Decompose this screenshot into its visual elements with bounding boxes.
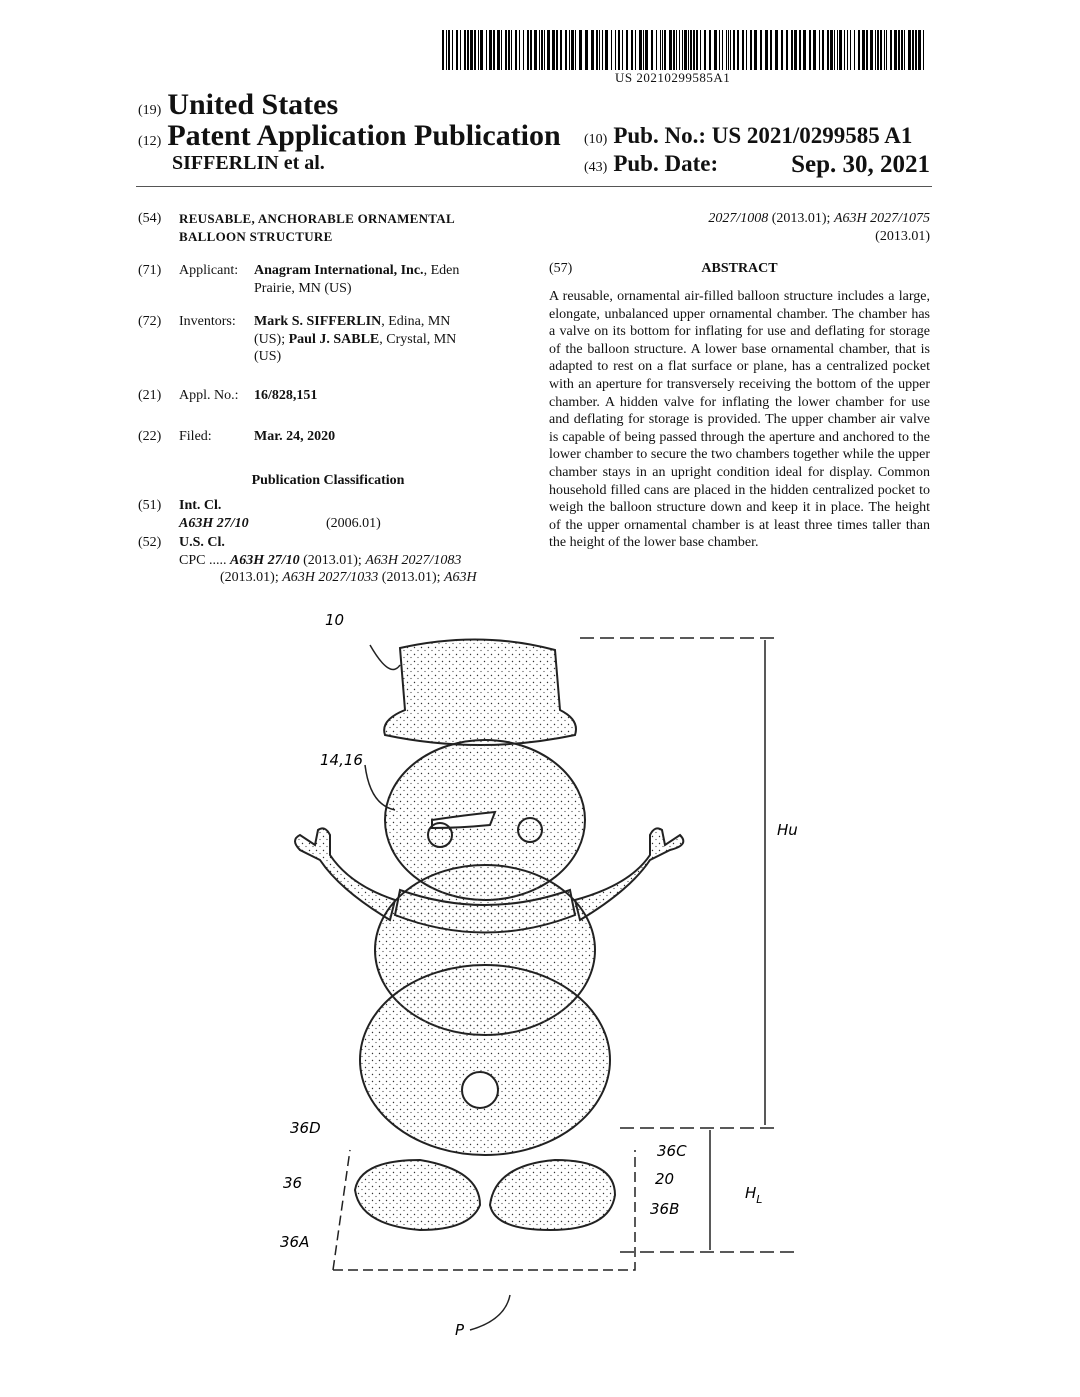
barcode-bar: [452, 30, 453, 70]
barcode-bar: [662, 30, 663, 70]
barcode-bar: [819, 30, 820, 70]
country: United States: [167, 88, 339, 121]
barcode-bar: [866, 30, 868, 70]
base-left-chamber: [355, 1160, 480, 1230]
appl-label: Appl. No.:: [179, 388, 239, 403]
cpc-cont-class-2: A63H 2027/1075: [833, 211, 930, 226]
filed-date: Mar. 24, 2020: [254, 429, 336, 444]
pub-no-code: (10): [584, 132, 608, 147]
barcode-bar: [733, 30, 735, 70]
leader-10: [370, 645, 400, 670]
barcode-bar: [844, 30, 845, 70]
barcode-bar: [544, 30, 545, 70]
barcode-bar: [791, 30, 793, 70]
barcode-bar: [673, 30, 675, 70]
barcode-bar: [523, 30, 524, 70]
barcode-bar: [858, 30, 860, 70]
barcode-number: US 20210299585A1: [615, 70, 731, 85]
barcode-bar: [912, 30, 914, 70]
abstract-code: (57): [549, 261, 573, 276]
barcode-bar: [827, 30, 829, 70]
barcode-bar: [656, 30, 657, 70]
applicant-code: (71): [138, 263, 162, 278]
pub-no-label: Pub. No.:: [613, 123, 706, 148]
appl-code: (21): [138, 388, 162, 403]
barcode-bar: [690, 30, 692, 70]
barcode-bar: [575, 30, 576, 70]
barcode-bar: [884, 30, 885, 70]
inventors-value: [254, 313, 524, 366]
barcode-bar: [750, 30, 752, 70]
barcode-bar: [839, 30, 842, 70]
classification-heading: Publication Classification: [251, 473, 405, 488]
barcode-bar: [875, 30, 876, 70]
barcode-bar: [591, 30, 594, 70]
barcode-bar: [651, 30, 653, 70]
applicant-loc: , Eden: [423, 263, 460, 278]
barcode-bar: [527, 30, 529, 70]
barcode-bar: [886, 30, 887, 70]
barcode-bar: [560, 30, 562, 70]
hat: [384, 639, 576, 745]
right-arm: [575, 828, 683, 920]
label-14-16: 14,16: [320, 751, 363, 769]
barcode-bar: [639, 30, 642, 70]
barcode-bar: [786, 30, 788, 70]
title: [179, 210, 519, 245]
barcode-bar: [515, 30, 517, 70]
barcode-bar: [448, 30, 450, 70]
label-hl: [745, 1184, 762, 1206]
barcode-bar: [684, 30, 687, 70]
barcode-bar: [901, 30, 903, 70]
applicant-loc-2: Prairie, MN (US): [254, 280, 352, 296]
barcode-bar: [676, 30, 677, 70]
barcode-bar: [709, 30, 711, 70]
barcode-bar: [508, 30, 510, 70]
intcl-year: (2006.01): [326, 515, 381, 531]
pub-date: [584, 151, 930, 179]
cpc-year-1: (2013.01);: [303, 552, 362, 568]
barcode-bar: [596, 30, 598, 70]
inventor-1-loc: , Edina, MN: [381, 314, 451, 329]
cpc-cont-class-1: 2027/1008: [708, 211, 769, 226]
cpc-prefix: CPC .....: [179, 552, 227, 568]
barcode-bar: [688, 30, 689, 70]
inventor-2-country: (US): [254, 349, 282, 364]
barcode-bar: [505, 30, 507, 70]
cpc-class-3: A63H 2027/1033: [282, 570, 379, 585]
lower-body: [360, 965, 610, 1155]
barcode-bar: [760, 30, 762, 70]
barcode-bar: [464, 30, 466, 70]
title-line-2: BALLOON STRUCTURE: [179, 228, 333, 244]
abstract-header: [549, 261, 930, 277]
snowman-balloon-drawing: [0, 590, 1080, 1350]
barcode-bar: [830, 30, 833, 70]
barcode-bar: [467, 30, 469, 70]
intcl-code: (51): [138, 498, 162, 513]
abstract-heading: ABSTRACT: [701, 261, 778, 276]
barcode-bar: [541, 30, 543, 70]
cpc-class-2: A63H 2027/1083: [365, 552, 462, 568]
barcode-bar: [556, 30, 558, 70]
barcode-bar: [605, 30, 608, 70]
barcode-bar: [719, 30, 720, 70]
pub-date-code: (43): [584, 160, 608, 175]
barcode-bar: [446, 30, 447, 70]
intcl-class: A63H 27/10: [179, 515, 249, 531]
barcode-bar: [847, 30, 848, 70]
barcode-bar: [585, 30, 588, 70]
barcode-bar: [615, 30, 616, 70]
inventor-2: Paul J. SABLE: [288, 331, 380, 347]
barcode-bar: [442, 30, 444, 70]
barcode-bar: [822, 30, 824, 70]
barcode-bar: [737, 30, 739, 70]
button: [462, 1072, 498, 1108]
barcode-bar: [660, 30, 661, 70]
barcode-bar: [569, 30, 570, 70]
barcode-bar: [534, 30, 537, 70]
label-36d: 36D: [290, 1119, 321, 1137]
barcode-bar: [539, 30, 540, 70]
label-20: 20: [655, 1170, 675, 1188]
barcode-bar: [474, 30, 476, 70]
country-code: (19): [138, 103, 162, 118]
leader-p: [470, 1295, 510, 1330]
barcode-bar: [918, 30, 921, 70]
label-10: 10: [325, 611, 345, 629]
barcode-bar: [746, 30, 747, 70]
inventor-1-country: (US);: [254, 331, 286, 347]
barcode-bar: [486, 30, 487, 70]
barcode-bar: [877, 30, 879, 70]
barcode-bar: [726, 30, 727, 70]
barcode-bar: [813, 30, 816, 70]
inventor-1: Mark S. SIFFERLIN: [254, 314, 382, 329]
uscl-label: U.S. Cl.: [179, 535, 225, 550]
barcode-bar: [519, 30, 520, 70]
barcode-bar: [803, 30, 806, 70]
barcode-bar: [728, 30, 729, 70]
barcode-bar: [511, 30, 512, 70]
barcode-bar: [809, 30, 811, 70]
barcode-bar: [679, 30, 680, 70]
barcode-bar: [552, 30, 555, 70]
cpc-year-2: (2013.01);: [220, 570, 279, 585]
barcode-bar: [682, 30, 683, 70]
pub-no-value: US 2021/0299585 A1: [711, 123, 913, 148]
barcode-bar: [497, 30, 500, 70]
barcode-bar: [704, 30, 706, 70]
barcode-bar: [501, 30, 502, 70]
cpc-year-3: (2013.01);: [381, 570, 441, 585]
snowman-figure: [295, 639, 683, 1230]
label-36a: 36A: [280, 1233, 310, 1251]
barcode-bar: [493, 30, 495, 70]
pub-date-label: Pub. Date:: [613, 151, 719, 176]
barcode-bar: [470, 30, 473, 70]
cpc-cont-year-2: (2013.01): [875, 228, 930, 244]
title-line-1: REUSABLE, ANCHORABLE ORNAMENTAL: [179, 211, 455, 226]
title-code: (54): [138, 211, 162, 226]
barcode-bar: [579, 30, 582, 70]
applicant-label: Applicant:: [179, 263, 239, 278]
label-p: P: [455, 1321, 465, 1339]
barcode-bar: [834, 30, 835, 70]
barcode-bar: [894, 30, 897, 70]
barcode-bar: [480, 30, 483, 70]
barcode-bar: [626, 30, 628, 70]
barcode-bar: [850, 30, 851, 70]
authors: SIFFERLIN et al.: [172, 152, 325, 174]
country-heading: [138, 88, 338, 122]
label-hu: Hu: [777, 821, 798, 839]
cpc-class-1: A63H 27/10: [229, 552, 300, 568]
barcode-bar: [870, 30, 873, 70]
label-36: 36: [283, 1174, 303, 1192]
label-36b: 36B: [650, 1200, 680, 1218]
label-hl-sub: L: [756, 1193, 763, 1206]
type: Patent Application Publication: [167, 119, 561, 152]
barcode-bar: [565, 30, 567, 70]
barcode-bar: [742, 30, 744, 70]
barcode-bar: [489, 30, 492, 70]
barcode-bar: [530, 30, 532, 70]
barcode-bar: [923, 30, 924, 70]
barcode-bar: [669, 30, 672, 70]
abstract-text: A reusable, ornamental air-filled balloon structure includes a large, elongate, unbalanced upper ornamental chamber. The chamber has a valve on its bottom for inflating for use and deflating for storage of the balloon structure. A lower base ornamental chamber, that is adapted to rest on a flat surface or plane, has a centralized pocket with an aperture for transversely receiving the bottom of the upper chamber. A hidden valve for inflating the lower chamber for use and deflating for storage is provided. The upper chamber air valve is capable of being passed through the aperture and anchored to the lower chamber to secure the two chambers together while the upper chamber stays in an upright condition ideal for display. Common household filled cans are placed in the hidden centralized pocket to weigh the balloon structure down and keep it in place. The height of the upper ornamental chamber is at least three times taller than the height of the lower base chamber.: [549, 289, 930, 551]
publication-type: [138, 119, 561, 153]
applicant-value: [254, 262, 524, 297]
cpc-line-2: [220, 569, 477, 587]
barcode-bar: [631, 30, 633, 70]
type-code: (12): [138, 134, 162, 149]
cpc-continuation: [680, 210, 930, 245]
barcode-bar: [618, 30, 620, 70]
barcode-bar: [611, 30, 612, 70]
barcode-bar: [696, 30, 698, 70]
cpc-cont-year-1: (2013.01);: [771, 211, 831, 226]
barcode-bar: [700, 30, 701, 70]
barcode-bar: [478, 30, 479, 70]
barcode-bar: [837, 30, 838, 70]
barcode-bar: [635, 30, 636, 70]
inventors-code: (72): [138, 314, 162, 329]
barcode-bar: [714, 30, 717, 70]
barcode-bar: [460, 30, 461, 70]
barcode-bar: [781, 30, 783, 70]
intcl-label: Int. Cl.: [179, 498, 222, 513]
barcode-bar: [904, 30, 905, 70]
barcode-bar: [547, 30, 550, 70]
barcode-bar: [775, 30, 778, 70]
barcode-bar: [799, 30, 801, 70]
barcode-bar: [880, 30, 882, 70]
appl-number: 16/828,151: [254, 388, 318, 403]
barcode: [442, 30, 930, 70]
cpc-class-4: A63H: [444, 570, 477, 585]
applicant-name: Anagram International, Inc.: [254, 263, 424, 278]
label-36c: 36C: [657, 1142, 687, 1160]
barcode-bar: [854, 30, 855, 70]
barcode-bar: [664, 30, 666, 70]
barcode-bar: [908, 30, 911, 70]
barcode-bar: [571, 30, 574, 70]
barcode-bar: [915, 30, 917, 70]
barcode-bar: [730, 30, 731, 70]
uscl-code: (52): [138, 535, 162, 550]
barcode-bar: [794, 30, 797, 70]
barcode-bar: [599, 30, 600, 70]
filed-code: (22): [138, 429, 162, 444]
barcode-bar: [754, 30, 757, 70]
barcode-bar: [693, 30, 695, 70]
base-right-chamber: [490, 1160, 615, 1230]
barcode-bar: [643, 30, 644, 70]
barcode-bar: [456, 30, 458, 70]
barcode-bar: [645, 30, 648, 70]
barcode-bar: [622, 30, 623, 70]
barcode-bar: [770, 30, 772, 70]
barcode-bar: [890, 30, 892, 70]
header-rule: [136, 186, 932, 187]
filed-label: Filed:: [179, 429, 212, 444]
left-arm: [295, 828, 395, 920]
label-hl-main: H: [745, 1184, 757, 1202]
inventors-label: Inventors:: [179, 314, 236, 329]
pub-date-value: Sep. 30, 2021: [791, 151, 930, 178]
barcode-bar: [898, 30, 900, 70]
barcode-bar: [602, 30, 603, 70]
barcode-bar: [862, 30, 865, 70]
barcode-bar: [722, 30, 723, 70]
cpc-line-1: [179, 552, 461, 570]
barcode-bar: [765, 30, 768, 70]
pub-number: [584, 123, 912, 149]
inventor-2-loc: , Crystal, MN: [379, 331, 457, 347]
